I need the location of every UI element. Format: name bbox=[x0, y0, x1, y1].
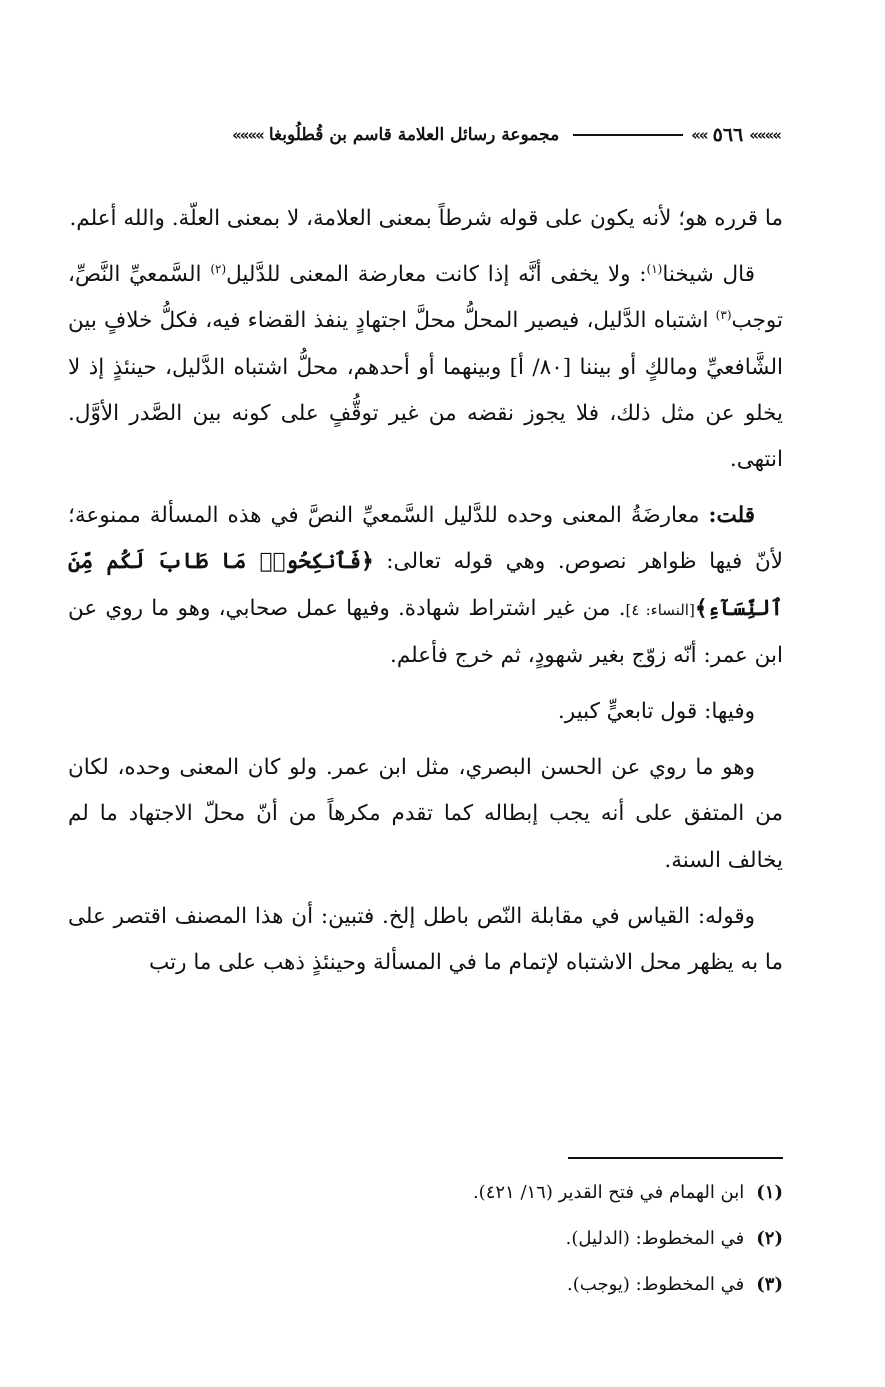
main-text bbox=[68, 196, 783, 996]
footnote-text: في المخطوط: (الدليل). bbox=[565, 1228, 745, 1249]
paragraph: قلت: معارضَةُ المعنى وحده للدَّليل السَّمعيِّ النصَّ في هذه المسألة ممنوعة؛ لأنّ فيها ظواهر نصوص. وهي قوله تعالى: ﴿فَٱنكِحُوا۟ مَا طَابَ لَكُم مِّنَ ٱلنِّسَآءِ﴾[النساء: ٤]. من غير اشتراط شهادة. وفيها عمل صحابي، وهو ما روي عن ابن عمر: أنّه زوّج بغير شهودٍ، ثم خرج فأعلم. bbox=[68, 503, 783, 668]
footnote-number: (١) bbox=[756, 1182, 783, 1203]
footnote-ref[interactable]: (٣) bbox=[715, 308, 732, 323]
footnote-ref[interactable]: (٢) bbox=[210, 262, 227, 277]
footnote-number: (٢) bbox=[756, 1228, 783, 1249]
paragraph: وقوله: القياس في مقابلة النّص باطل إلخ. فتبين: أن هذا المصنف اقتصر على ما به يظهر محل الاشتباه لإتمام ما في المسألة وحينئذٍ ذهب على ما رتب bbox=[68, 903, 783, 976]
paragraph: ما قرره هو؛ لأنه يكون على قوله شرطاً بمعنى العلامة، لا بمعنى العلّة. والله أعلم. bbox=[69, 206, 783, 231]
paragraph: وفيها: قول تابعيٍّ كبير. bbox=[557, 699, 755, 725]
running-header bbox=[70, 118, 780, 152]
quran-quote: ﴿فَٱنكِحُوا۟ مَا طَابَ لَكُم مِّنَ ٱلنِّسَآءِ﴾ bbox=[68, 549, 783, 621]
footnote-number: (٣) bbox=[756, 1274, 783, 1295]
quran-reference: [النساء: ٤] bbox=[625, 600, 695, 619]
page-number: ٥٦٦ bbox=[712, 124, 744, 146]
footnote-ref[interactable]: (١) bbox=[646, 262, 663, 277]
header-ornament-number-left: »» bbox=[691, 126, 707, 144]
header-ornament-right: »»»» bbox=[749, 126, 780, 144]
footnote-item bbox=[68, 1170, 783, 1216]
footnote-text: في المخطوط: (يوجب). bbox=[567, 1274, 745, 1295]
running-title: مجموعة رسائل العلامة قاسم بن قُطلُوبغا bbox=[268, 125, 560, 145]
paragraph-lead: قلت: bbox=[708, 503, 755, 529]
footnote-item bbox=[68, 1262, 783, 1308]
footnote-separator bbox=[568, 1157, 783, 1159]
header-ornament-left: »»»» bbox=[232, 126, 263, 144]
header-rule bbox=[573, 134, 683, 136]
paragraph: وهو ما روي عن الحسن البصري، مثل ابن عمر. ولو كان المعنى وحده، لكان من المتفق على أنه يجب إبطاله كما تقدم مكرهاً من أنّ محلّ الاجتهاد ما لم يخالف السنة. bbox=[68, 755, 783, 873]
paragraph: قال شيخنا$^{(١)}$: ولا يخفى أنَّه إذا كانت معارضة المعنى للدَّليل$^{(٢)}$ السَّمعيِّ النَّصِّ، توجب$^{(٣)}$ اشتباه الدَّليل، فيصير المحلُّ محلَّ اجتهادٍ ينفذ القضاء فيه، فكلُّ خلافٍ بين الشَّافعيِّ ومالكٍ أو بيننا [٨٠/ أ] وبينهما أو أحدهم، محلُّ اشتباه الدَّليل، حينئذٍ إذ لا يخلو عن مثل ذلك، فلا يجوز نقضه من غير توقُّفٍ على كونه بين الصَّدر الأوَّل. انتهى. bbox=[68, 262, 784, 473]
footnotes bbox=[68, 1170, 783, 1308]
footnote-text: ابن الهمام في فتح القدير (١٦/ ٤٢١). bbox=[472, 1182, 745, 1203]
footnote-item bbox=[68, 1216, 783, 1262]
